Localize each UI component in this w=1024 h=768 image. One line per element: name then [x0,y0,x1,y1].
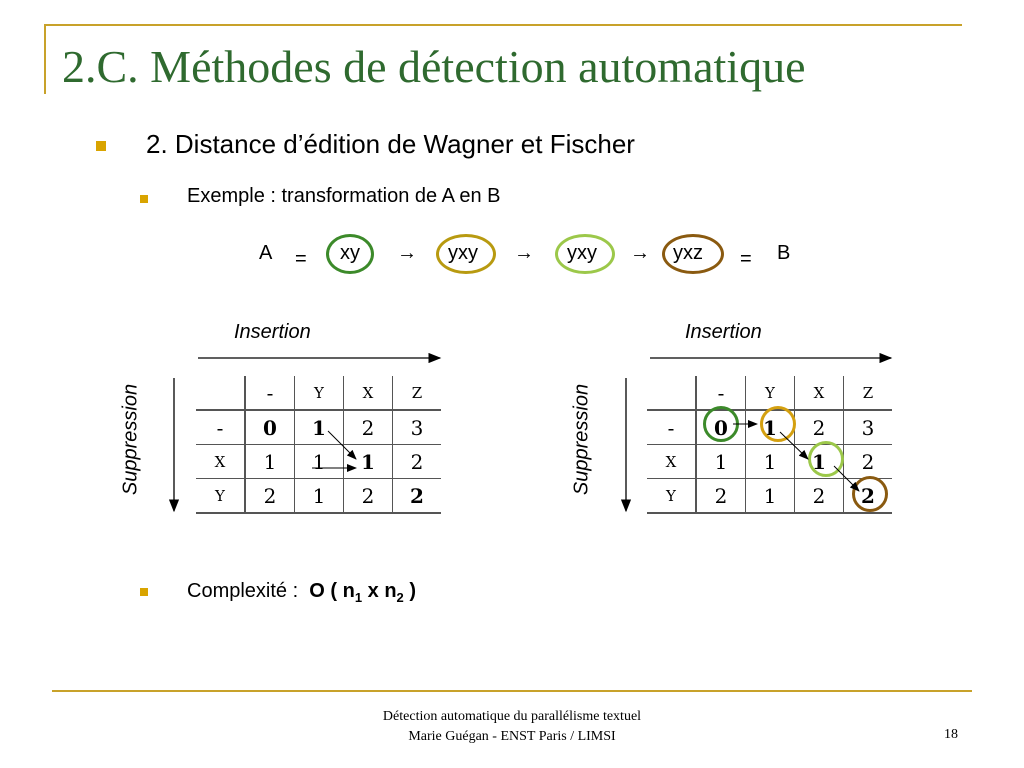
path-circle-brown [852,476,888,512]
matrix-row [196,445,441,479]
insertion-label-right: Insertion [685,321,762,343]
bullet-text-1: 2. Distance d’édition de Wagner et Fischer [146,129,635,159]
edit-distance-matrix-left [196,376,441,514]
matrix-cell: 1 [746,445,795,479]
matrix-row [647,445,892,479]
frame-horizontal-line [44,24,962,26]
matrix-cell: 1 [344,445,393,479]
matrix-cell: - [647,410,696,445]
label-a: A [259,242,273,264]
matrix-cell: 2 [696,479,746,514]
matrix-cell: 2 [844,479,893,514]
matrix-cell: Z [393,376,442,410]
bullet-icon [140,195,148,203]
matrix-cell: 1 [746,410,795,445]
arrow-right-icon: → [397,242,417,264]
slide-title: 2.C. Méthodes de détection automatique [62,41,806,92]
matrix-cell: X [196,445,245,479]
matrix-cell: 1 [295,445,344,479]
matrix-cell: 1 [795,445,844,479]
matrix-cell: Y [746,376,795,410]
matrix-cell: 2 [393,445,442,479]
matrix-cell: Y [295,376,344,410]
bullet-icon [140,588,148,596]
matrix-cell: 1 [295,479,344,514]
matrix-cell: 0 [245,410,295,445]
matrix-cell [196,376,245,410]
matrix-cell [647,376,696,410]
path-circle-lightgreen [808,441,844,477]
matrix-cell: 3 [844,410,893,445]
footer [300,707,724,747]
matrix-cell: 2 [245,479,295,514]
suppression-label-left: Suppression [119,383,142,496]
matrix-cell: 3 [393,410,442,445]
footer-line-1: Détection automatique du parallélisme textuel [382,709,642,724]
string-yxz: yxz [673,242,703,264]
matrix-row [196,410,441,445]
matrix-cell: X [344,376,393,410]
matrix-cell: 0 [696,410,746,445]
complexity-formula: O ( $n_1$ x $n_2$ ) [309,580,417,605]
matrix-cell: 2 [795,410,844,445]
matrix-cell: Y [647,479,696,514]
string-yxy-2: yxy [567,242,597,264]
matrix-cell: 2 [795,479,844,514]
matrix-row [196,479,441,514]
matrix-cell: Y [196,479,245,514]
matrix-cell: 1 [295,410,344,445]
arrow-right-icon: → [514,242,534,264]
matrix-cell: 1 [696,445,746,479]
matrix-cell: Z [844,376,893,410]
label-b: B [777,242,791,264]
insertion-label-left: Insertion [234,321,311,343]
matrix-cell: - [196,410,245,445]
equals-sign: = [740,248,752,270]
matrix-cell: 2 [344,479,393,514]
matrix-cell: 1 [746,479,795,514]
suppression-label-right: Suppression [570,383,593,496]
matrix-cell: 2 [344,410,393,445]
matrix-header-row [196,376,441,410]
string-xy: xy [340,242,360,264]
arrow-right-icon: → [630,242,650,264]
matrix-header-row [647,376,892,410]
complexity-text [187,580,416,605]
footer-line-2: Marie Guégan - ENST Paris / LIMSI [408,729,616,744]
bullet-text-2: Exemple : transformation de A en B [187,185,501,207]
matrix-cell: 1 [245,445,295,479]
complexity-label: Complexité : [187,580,299,602]
matrix-cell: 2 [844,445,893,479]
path-circle-gold [760,406,796,442]
bullet-icon [96,141,106,151]
matrix-cell: - [696,376,746,410]
page-number: 18 [944,727,958,742]
matrix-cell: - [245,376,295,410]
matrix-cell: 2 [393,479,442,514]
footer-divider [52,690,972,692]
matrix-cell: X [647,445,696,479]
frame-vertical-line [44,24,46,94]
equals-sign: = [295,248,307,270]
matrix-cell: X [795,376,844,410]
string-yxy-1: yxy [448,242,478,264]
path-circle-green [703,406,739,442]
